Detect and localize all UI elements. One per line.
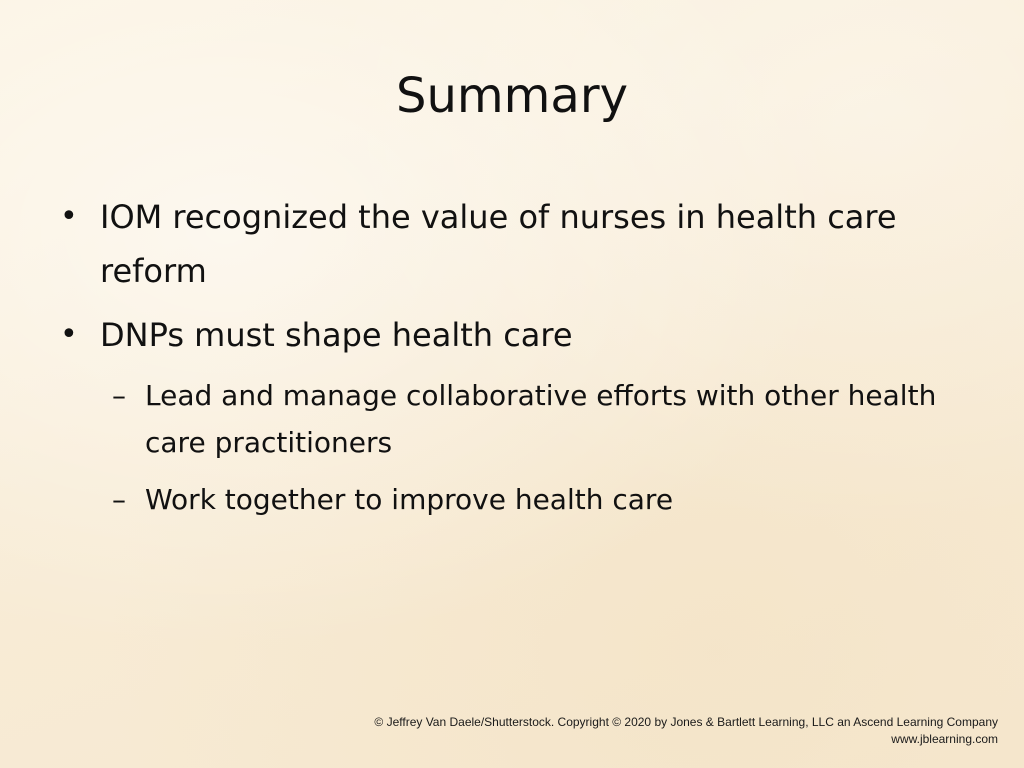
website-link[interactable]: www.jblearning.com: [891, 732, 998, 746]
bullet-text: DNPs must shape health care: [100, 316, 573, 354]
sub-bullet-marker: –: [112, 483, 126, 516]
bullet-item: [58, 308, 978, 362]
slide-title: Summary: [396, 68, 628, 124]
bullet-marker: •: [60, 317, 78, 352]
sub-bullet-text: Work together to improve health care: [145, 483, 674, 516]
bullet-item: [58, 190, 978, 298]
copyright-text: © Jeffrey Van Daele/Shutterstock. Copyright © 2020 by Jones & Bartlett Learning, LLC an Ascend Learning Company: [374, 715, 998, 729]
sub-bullet-marker: –: [112, 379, 126, 412]
sub-bullet-item: [100, 372, 945, 466]
copyright-footer: [374, 714, 998, 748]
sub-bullet-text: Lead and manage collaborative efforts with other health care practitioners: [145, 379, 937, 459]
sub-bullet-item: [100, 476, 945, 523]
bullet-marker: •: [60, 199, 78, 234]
bullet-text: IOM recognized the value of nurses in health care reform: [100, 198, 897, 290]
slide-content: [58, 190, 978, 533]
